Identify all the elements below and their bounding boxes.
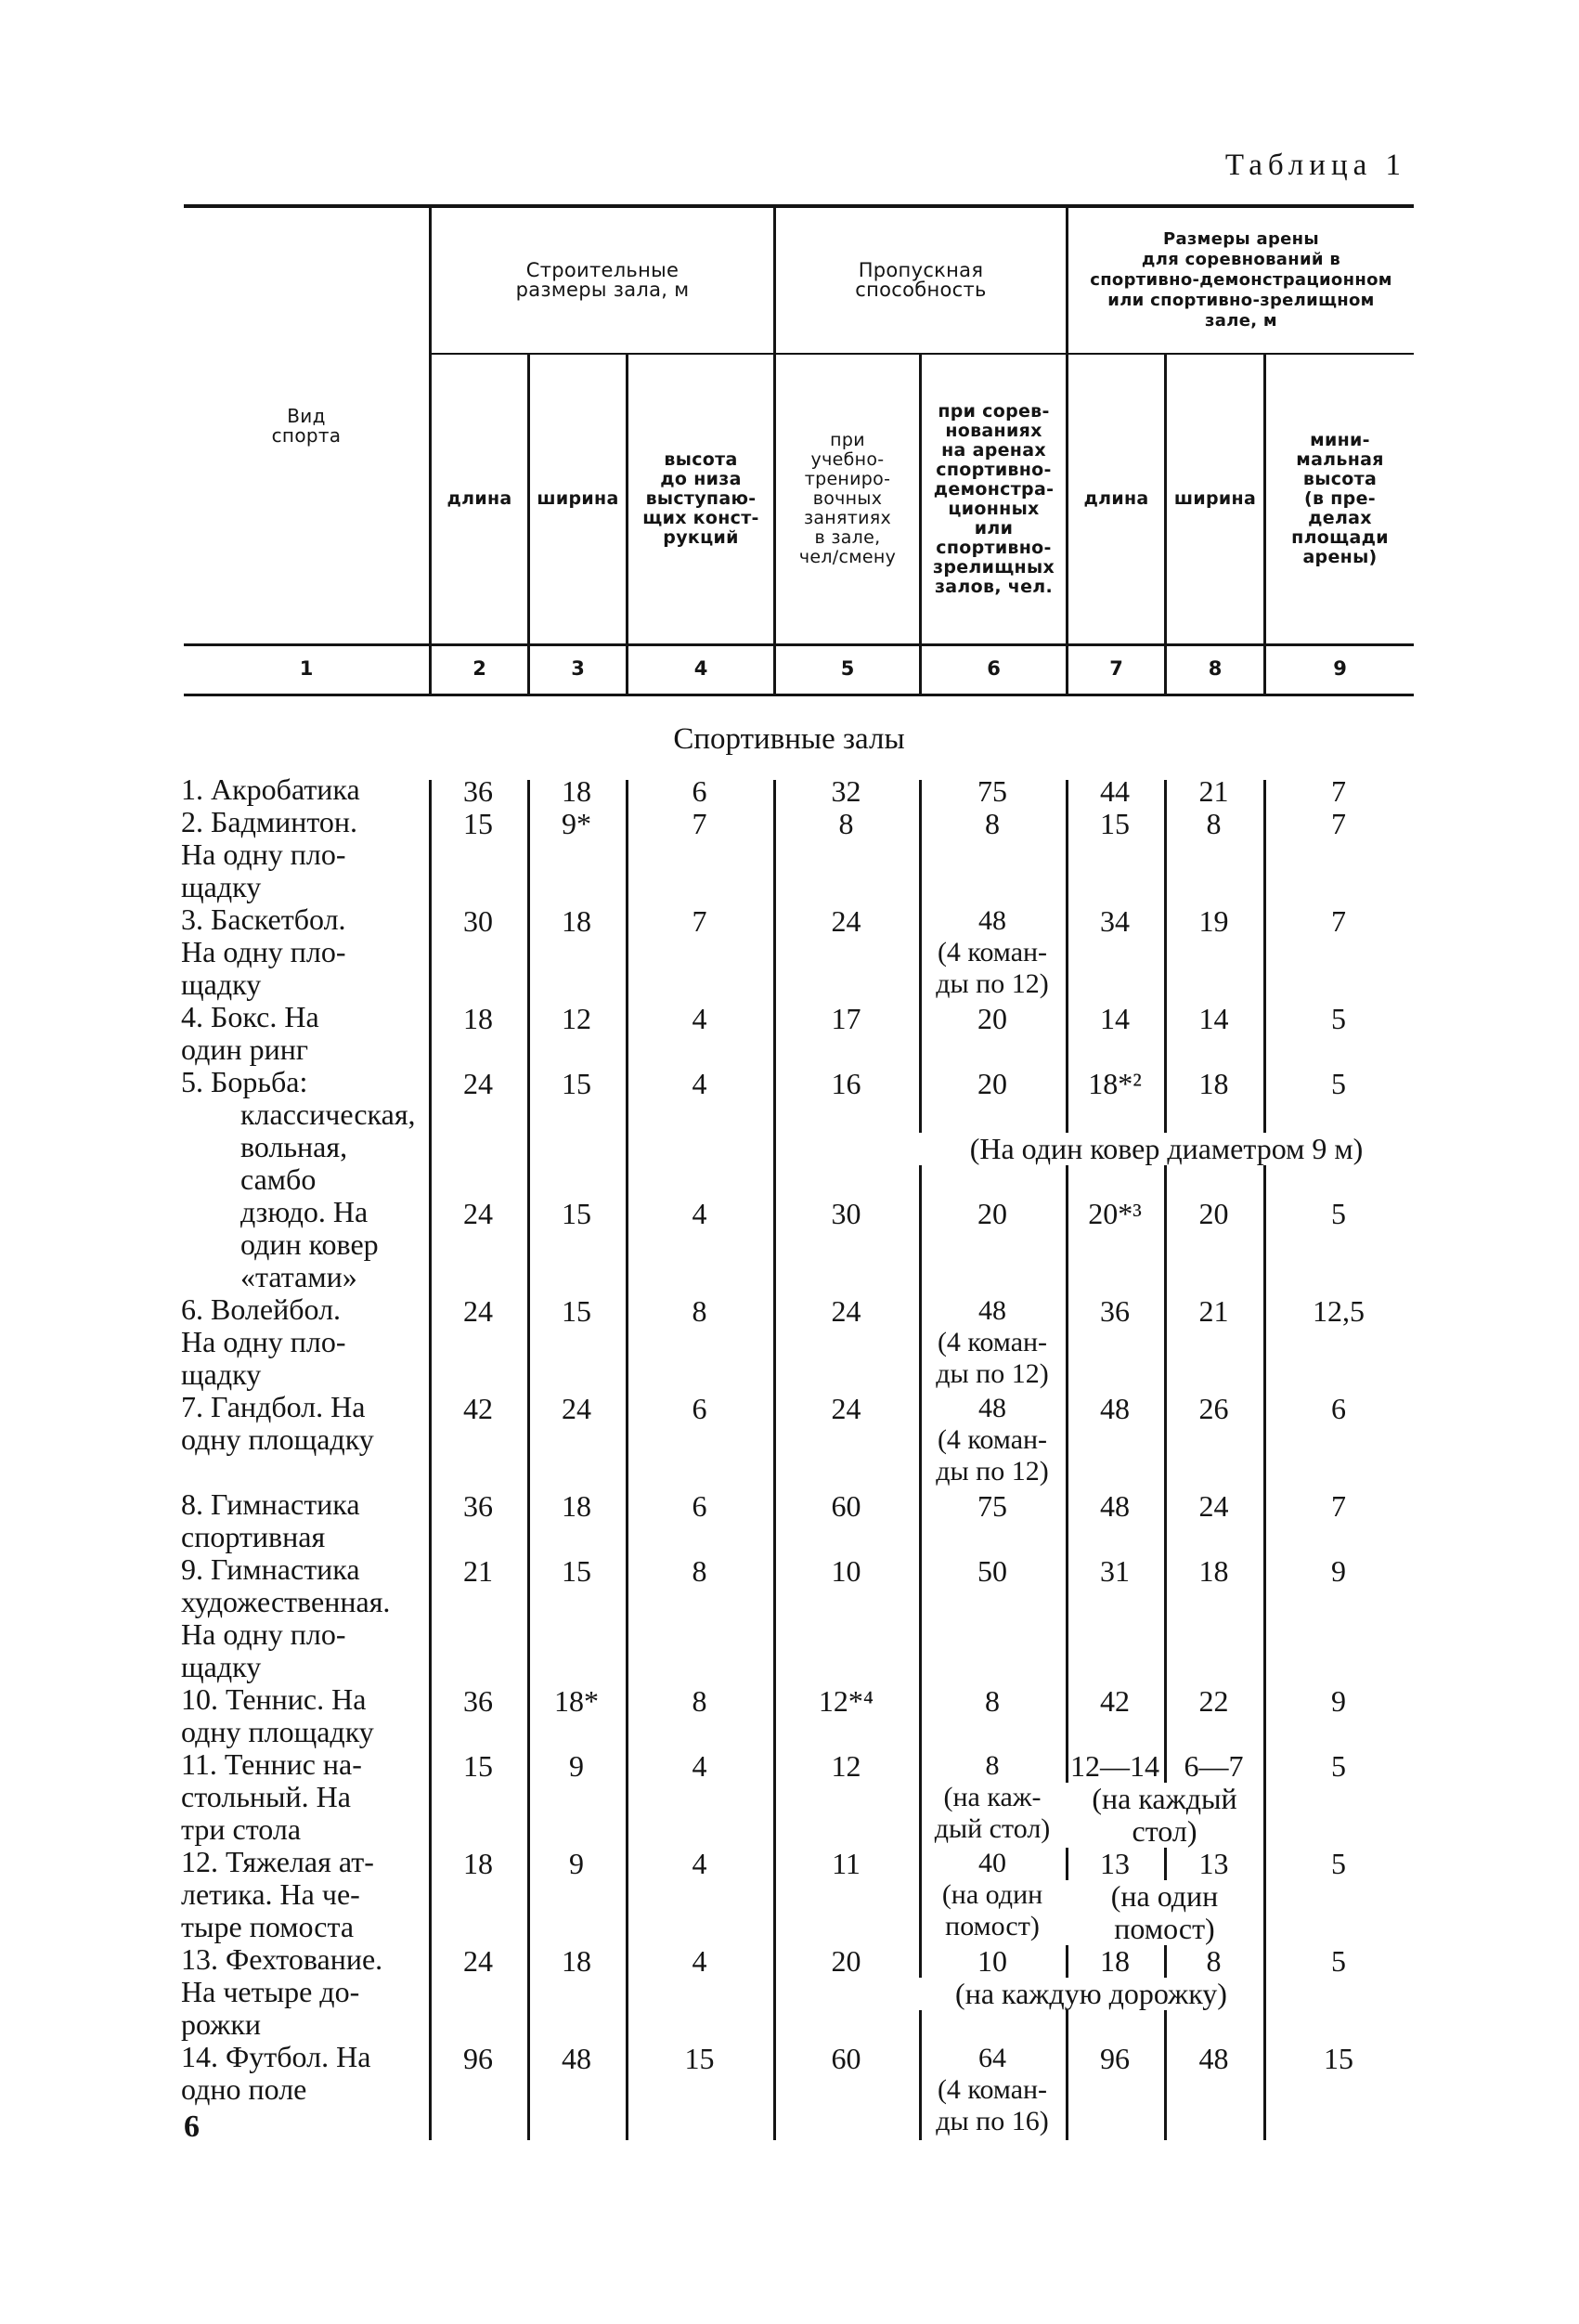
- cell-c6: 75: [977, 774, 1007, 808]
- header-bottom-rule: [184, 643, 1414, 646]
- page-number: 6: [184, 2110, 200, 2144]
- cell-c2: 36: [463, 1684, 493, 1718]
- row-name-line: щадку: [181, 967, 262, 1001]
- cell-c8: 8: [1206, 1944, 1222, 1978]
- cell-c9: 7: [1331, 904, 1346, 938]
- row-note: (на один помост): [1066, 1880, 1263, 1945]
- row-name-line: стольный. На: [181, 1780, 351, 1813]
- body-vline-2: [527, 780, 530, 2140]
- row-name-line: 8. Гимнастика: [181, 1487, 360, 1521]
- cell-c6: 40 (на один помост): [941, 1848, 1043, 1941]
- row-note: (на каждую дорожку): [919, 1978, 1263, 2010]
- cell-c3: 18: [562, 1944, 591, 1978]
- cell-c8: 18: [1198, 1554, 1229, 1588]
- header-height: высота до низа выступаю- щих конст- рукций: [642, 449, 759, 548]
- cell-c7: 34: [1100, 904, 1130, 938]
- cell-c9: 5: [1331, 1002, 1346, 1035]
- cell-c3: 18: [562, 1489, 591, 1523]
- cell-c2: 24: [463, 1944, 493, 1978]
- header-capacity-competition: при сорев- нованиях на аренах спортивно- демонстра- ционных или спортивно- зрелищных залов, чел.: [932, 400, 1055, 597]
- row-name-line: классическая,: [181, 1097, 416, 1131]
- cell-c9: 6: [1331, 1392, 1346, 1425]
- cell-c2: 36: [463, 774, 493, 808]
- row-name-line: три стола: [181, 1812, 302, 1846]
- row-name: [181, 1196, 424, 1293]
- row-note: (На один ковер диаметром 9 м): [919, 1133, 1414, 1165]
- cell-c8: 20: [1198, 1197, 1229, 1230]
- column-number-1: 1: [299, 657, 314, 680]
- row-name-line: 1. Акробатика: [181, 773, 360, 806]
- row-name-line: самбо: [181, 1162, 317, 1196]
- header-arena-length: длина: [1083, 488, 1149, 509]
- column-number-6: 6: [987, 657, 1001, 680]
- cell-c2: 15: [463, 1749, 493, 1783]
- column-number-7: 7: [1109, 657, 1123, 680]
- column-number-8: 8: [1208, 657, 1223, 680]
- cell-c2: 30: [463, 904, 493, 938]
- cell-c4: 4: [692, 1847, 707, 1880]
- cell-c6: 48 (4 коман- ды по 12): [936, 905, 1049, 999]
- cell-c2: 24: [463, 1197, 493, 1230]
- header-group-capacity: Пропускная способность: [855, 259, 987, 301]
- column-number-5: 5: [840, 657, 855, 680]
- cell-c6: 20: [977, 1002, 1007, 1035]
- cell-c6: 8: [985, 1684, 1000, 1718]
- cell-c3: 18: [562, 904, 591, 938]
- cell-c9: 5: [1331, 1197, 1346, 1230]
- row-name-line: На одну пло-: [181, 837, 346, 871]
- cell-c9: 5: [1331, 1749, 1346, 1783]
- cell-c3: 18: [562, 774, 591, 808]
- row-name: [181, 1488, 424, 1553]
- cell-c3: 15: [562, 1294, 591, 1328]
- row-name-line: 7. Гандбол. На: [181, 1390, 366, 1423]
- cell-c5: 17: [831, 1002, 861, 1035]
- cell-c5: 11: [832, 1847, 861, 1880]
- cell-c5: 24: [831, 904, 861, 938]
- row-name: [181, 1943, 424, 2041]
- row-name-line: На четыре до-: [181, 1975, 360, 2008]
- cell-c5: 16: [831, 1067, 861, 1100]
- cell-c7: 14: [1100, 1002, 1130, 1035]
- cell-c3: 48: [562, 2042, 591, 2075]
- cell-c2: 15: [463, 807, 493, 840]
- section-title: Спортивные залы: [673, 722, 905, 756]
- row-name-line: одно поле: [181, 2072, 307, 2106]
- row-name-line: одну площадку: [181, 1422, 374, 1456]
- row-name-line: рожки: [181, 2007, 261, 2041]
- cell-c5: 12: [831, 1749, 861, 1783]
- cell-c8: 18: [1198, 1067, 1229, 1100]
- cell-c4: 8: [692, 1554, 707, 1588]
- cell-c7: 96: [1100, 2042, 1130, 2075]
- cell-c8: 6—7: [1184, 1749, 1244, 1783]
- cell-c3: 15: [562, 1554, 591, 1588]
- row-name: [181, 2041, 424, 2106]
- column-number-9: 9: [1333, 657, 1347, 680]
- cell-c7: 13: [1100, 1847, 1130, 1880]
- table-title: Таблица 1: [1224, 149, 1406, 182]
- row-name-line: 5. Борьба:: [181, 1065, 308, 1098]
- cell-c2: 96: [463, 2042, 493, 2075]
- cell-c7: 18: [1100, 1944, 1130, 1978]
- row-name-line: художественная.: [181, 1585, 391, 1618]
- row-name-line: тыре помоста: [181, 1910, 355, 1943]
- row-name: [181, 1391, 424, 1456]
- cell-c8: 14: [1198, 1002, 1229, 1035]
- row-name-line: 6. Волейбол.: [181, 1292, 342, 1326]
- cell-c3: 15: [562, 1197, 591, 1230]
- row-name-line: щадку: [181, 1650, 262, 1683]
- cell-c8: 21: [1198, 774, 1229, 808]
- row-name: [181, 1683, 424, 1748]
- row-note: (на каждый стол): [1066, 1783, 1263, 1848]
- row-name-line: 11. Теннис на-: [181, 1747, 362, 1781]
- body-vline-8: [1263, 780, 1266, 2140]
- header-arena-width: ширина: [1173, 488, 1257, 509]
- cell-c4: 7: [692, 904, 707, 938]
- row-name: [181, 806, 424, 903]
- row-name: [181, 1001, 424, 1066]
- cell-c9: 7: [1331, 807, 1346, 840]
- row-name: [181, 1553, 424, 1683]
- row-name-line: дзюдо. На: [181, 1195, 369, 1228]
- row-name: [181, 773, 424, 806]
- cell-c6: 50: [977, 1554, 1007, 1588]
- cell-c3: 9: [569, 1847, 584, 1880]
- cell-c6: 48 (4 коман- ды по 12): [936, 1295, 1049, 1389]
- cell-c9: 9: [1331, 1684, 1346, 1718]
- cell-c4: 4: [692, 1944, 707, 1978]
- header-capacity-training: при учебно- трениро- вочных занятиях в зале, чел/смену: [798, 430, 897, 567]
- row-name-line: На одну пло-: [181, 1617, 346, 1651]
- cell-c9: 5: [1331, 1067, 1346, 1100]
- cell-c6: 64 (4 коман- ды по 16): [936, 2043, 1049, 2136]
- cell-c6: 48 (4 коман- ды по 12): [936, 1393, 1049, 1487]
- cell-c6: 8: [985, 807, 1000, 840]
- cell-c2: 24: [463, 1067, 493, 1100]
- cell-c9: 5: [1331, 1944, 1346, 1978]
- cell-c8: 26: [1198, 1392, 1229, 1425]
- cell-c3: 9*: [562, 807, 591, 840]
- row-name: [181, 1748, 424, 1846]
- row-name-line: одну площадку: [181, 1715, 374, 1748]
- cell-c7: 31: [1100, 1554, 1130, 1588]
- row-name-line: 12. Тяжелая ат-: [181, 1845, 374, 1878]
- row-name-line: один ринг: [181, 1032, 308, 1066]
- cell-c7: 15: [1100, 807, 1130, 840]
- cell-c2: 42: [463, 1392, 493, 1425]
- cell-c4: 15: [684, 2042, 715, 2075]
- body-vline-3: [626, 780, 628, 2140]
- cell-c7: 48: [1100, 1392, 1130, 1425]
- header-length: длина: [447, 488, 512, 509]
- cell-c9: 12,5: [1313, 1294, 1365, 1328]
- cell-c4: 7: [692, 807, 707, 840]
- row-name-line: 10. Теннис. На: [181, 1682, 367, 1716]
- cell-c9: 15: [1324, 2042, 1353, 2075]
- row-name-line: щадку: [181, 870, 262, 903]
- row-name-line: один ковер: [181, 1227, 379, 1261]
- row-name-line: 2. Бадминтон.: [181, 805, 358, 838]
- header-group-arena: Размеры арены для соревнований в спортивно-демонстрационном или спортивно-зрелищном зале, м: [1090, 229, 1392, 331]
- cell-c8: 21: [1198, 1294, 1229, 1328]
- cell-c7: 42: [1100, 1684, 1130, 1718]
- row-name: [181, 903, 424, 1001]
- cell-c4: 6: [692, 1392, 707, 1425]
- cell-c2: 36: [463, 1489, 493, 1523]
- column-number-4: 4: [693, 657, 708, 680]
- header-arena-height: мини- мальная высота (в пре- делах площади арены): [1291, 430, 1389, 567]
- row-name-line: «татами»: [181, 1260, 357, 1293]
- column-number-rule: [184, 694, 1414, 696]
- cell-c4: 8: [692, 1684, 707, 1718]
- cell-c7: 12—14: [1070, 1749, 1159, 1783]
- row-name-line: щадку: [181, 1357, 262, 1391]
- cell-c8: 22: [1198, 1684, 1229, 1718]
- cell-c4: 8: [692, 1294, 707, 1328]
- cell-c5: 20: [831, 1944, 861, 1978]
- cell-c8: 48: [1198, 2042, 1229, 2075]
- row-name-line: 9. Гимнастика: [181, 1552, 360, 1586]
- cell-c7: 20*³: [1088, 1197, 1142, 1230]
- cell-c3: 9: [569, 1749, 584, 1783]
- cell-c3: 24: [562, 1392, 591, 1425]
- cell-c5: 8: [838, 807, 854, 840]
- cell-c7: 48: [1100, 1489, 1130, 1523]
- cell-c4: 6: [692, 1489, 707, 1523]
- header-width: ширина: [537, 488, 619, 509]
- row-name-line: 13. Фехтование.: [181, 1942, 383, 1976]
- cell-c6: 75: [977, 1489, 1007, 1523]
- row-name-line: спортивная: [181, 1520, 326, 1553]
- row-name-line: На одну пло-: [181, 1325, 346, 1358]
- cell-c7: 36: [1100, 1294, 1130, 1328]
- cell-c8: 13: [1198, 1847, 1229, 1880]
- cell-c4: 4: [692, 1749, 707, 1783]
- cell-c2: 21: [463, 1554, 493, 1588]
- column-number-3: 3: [571, 657, 585, 680]
- row-name-line: 4. Бокс. На: [181, 1000, 319, 1033]
- cell-c5: 24: [831, 1392, 861, 1425]
- cell-c5: 60: [831, 1489, 861, 1523]
- cell-c3: 18*: [554, 1684, 599, 1718]
- cell-c2: 18: [463, 1847, 493, 1880]
- cell-c9: 5: [1331, 1847, 1346, 1880]
- header-group-building: Строительные размеры зала, м: [515, 259, 690, 301]
- cell-c6: 20: [977, 1067, 1007, 1100]
- cell-c8: 24: [1198, 1489, 1229, 1523]
- cell-c3: 15: [562, 1067, 591, 1100]
- cell-c6: 20: [977, 1197, 1007, 1230]
- row-name: [181, 1293, 424, 1391]
- row-name: [181, 1846, 424, 1943]
- cell-c5: 32: [831, 774, 861, 808]
- cell-c2: 18: [463, 1002, 493, 1035]
- cell-c9: 9: [1331, 1554, 1346, 1588]
- column-number-2: 2: [472, 657, 486, 680]
- body-vline-4: [773, 780, 776, 2140]
- row-name-line: летика. На че-: [181, 1877, 360, 1911]
- cell-c4: 4: [692, 1067, 707, 1100]
- row-name-line: вольная,: [181, 1130, 348, 1163]
- row-name-line: 3. Баскетбол.: [181, 902, 346, 936]
- row-name: [181, 1066, 424, 1196]
- cell-c9: 7: [1331, 1489, 1346, 1523]
- cell-c4: 4: [692, 1002, 707, 1035]
- cell-c6: 10: [977, 1944, 1007, 1978]
- cell-c3: 12: [562, 1002, 591, 1035]
- cell-c8: 8: [1206, 807, 1222, 840]
- cell-c5: 24: [831, 1294, 861, 1328]
- cell-c7: 18*²: [1088, 1067, 1142, 1100]
- row-name-line: На одну пло-: [181, 935, 346, 968]
- header-sport: Вид спорта: [271, 404, 342, 447]
- cell-c4: 6: [692, 774, 707, 808]
- cell-c9: 7: [1331, 774, 1346, 808]
- cell-c4: 4: [692, 1197, 707, 1230]
- body-vline-1: [429, 780, 432, 2140]
- cell-c7: 44: [1100, 774, 1130, 808]
- cell-c5: 12*⁴: [818, 1684, 874, 1718]
- cell-c8: 19: [1198, 904, 1229, 938]
- cell-c5: 10: [831, 1554, 861, 1588]
- cell-c2: 24: [463, 1294, 493, 1328]
- cell-c6: 8 (на каж- дый стол): [934, 1750, 1051, 1844]
- cell-c5: 30: [831, 1197, 861, 1230]
- cell-c5: 60: [831, 2042, 861, 2075]
- row-name-line: 14. Футбол. На: [181, 2040, 371, 2073]
